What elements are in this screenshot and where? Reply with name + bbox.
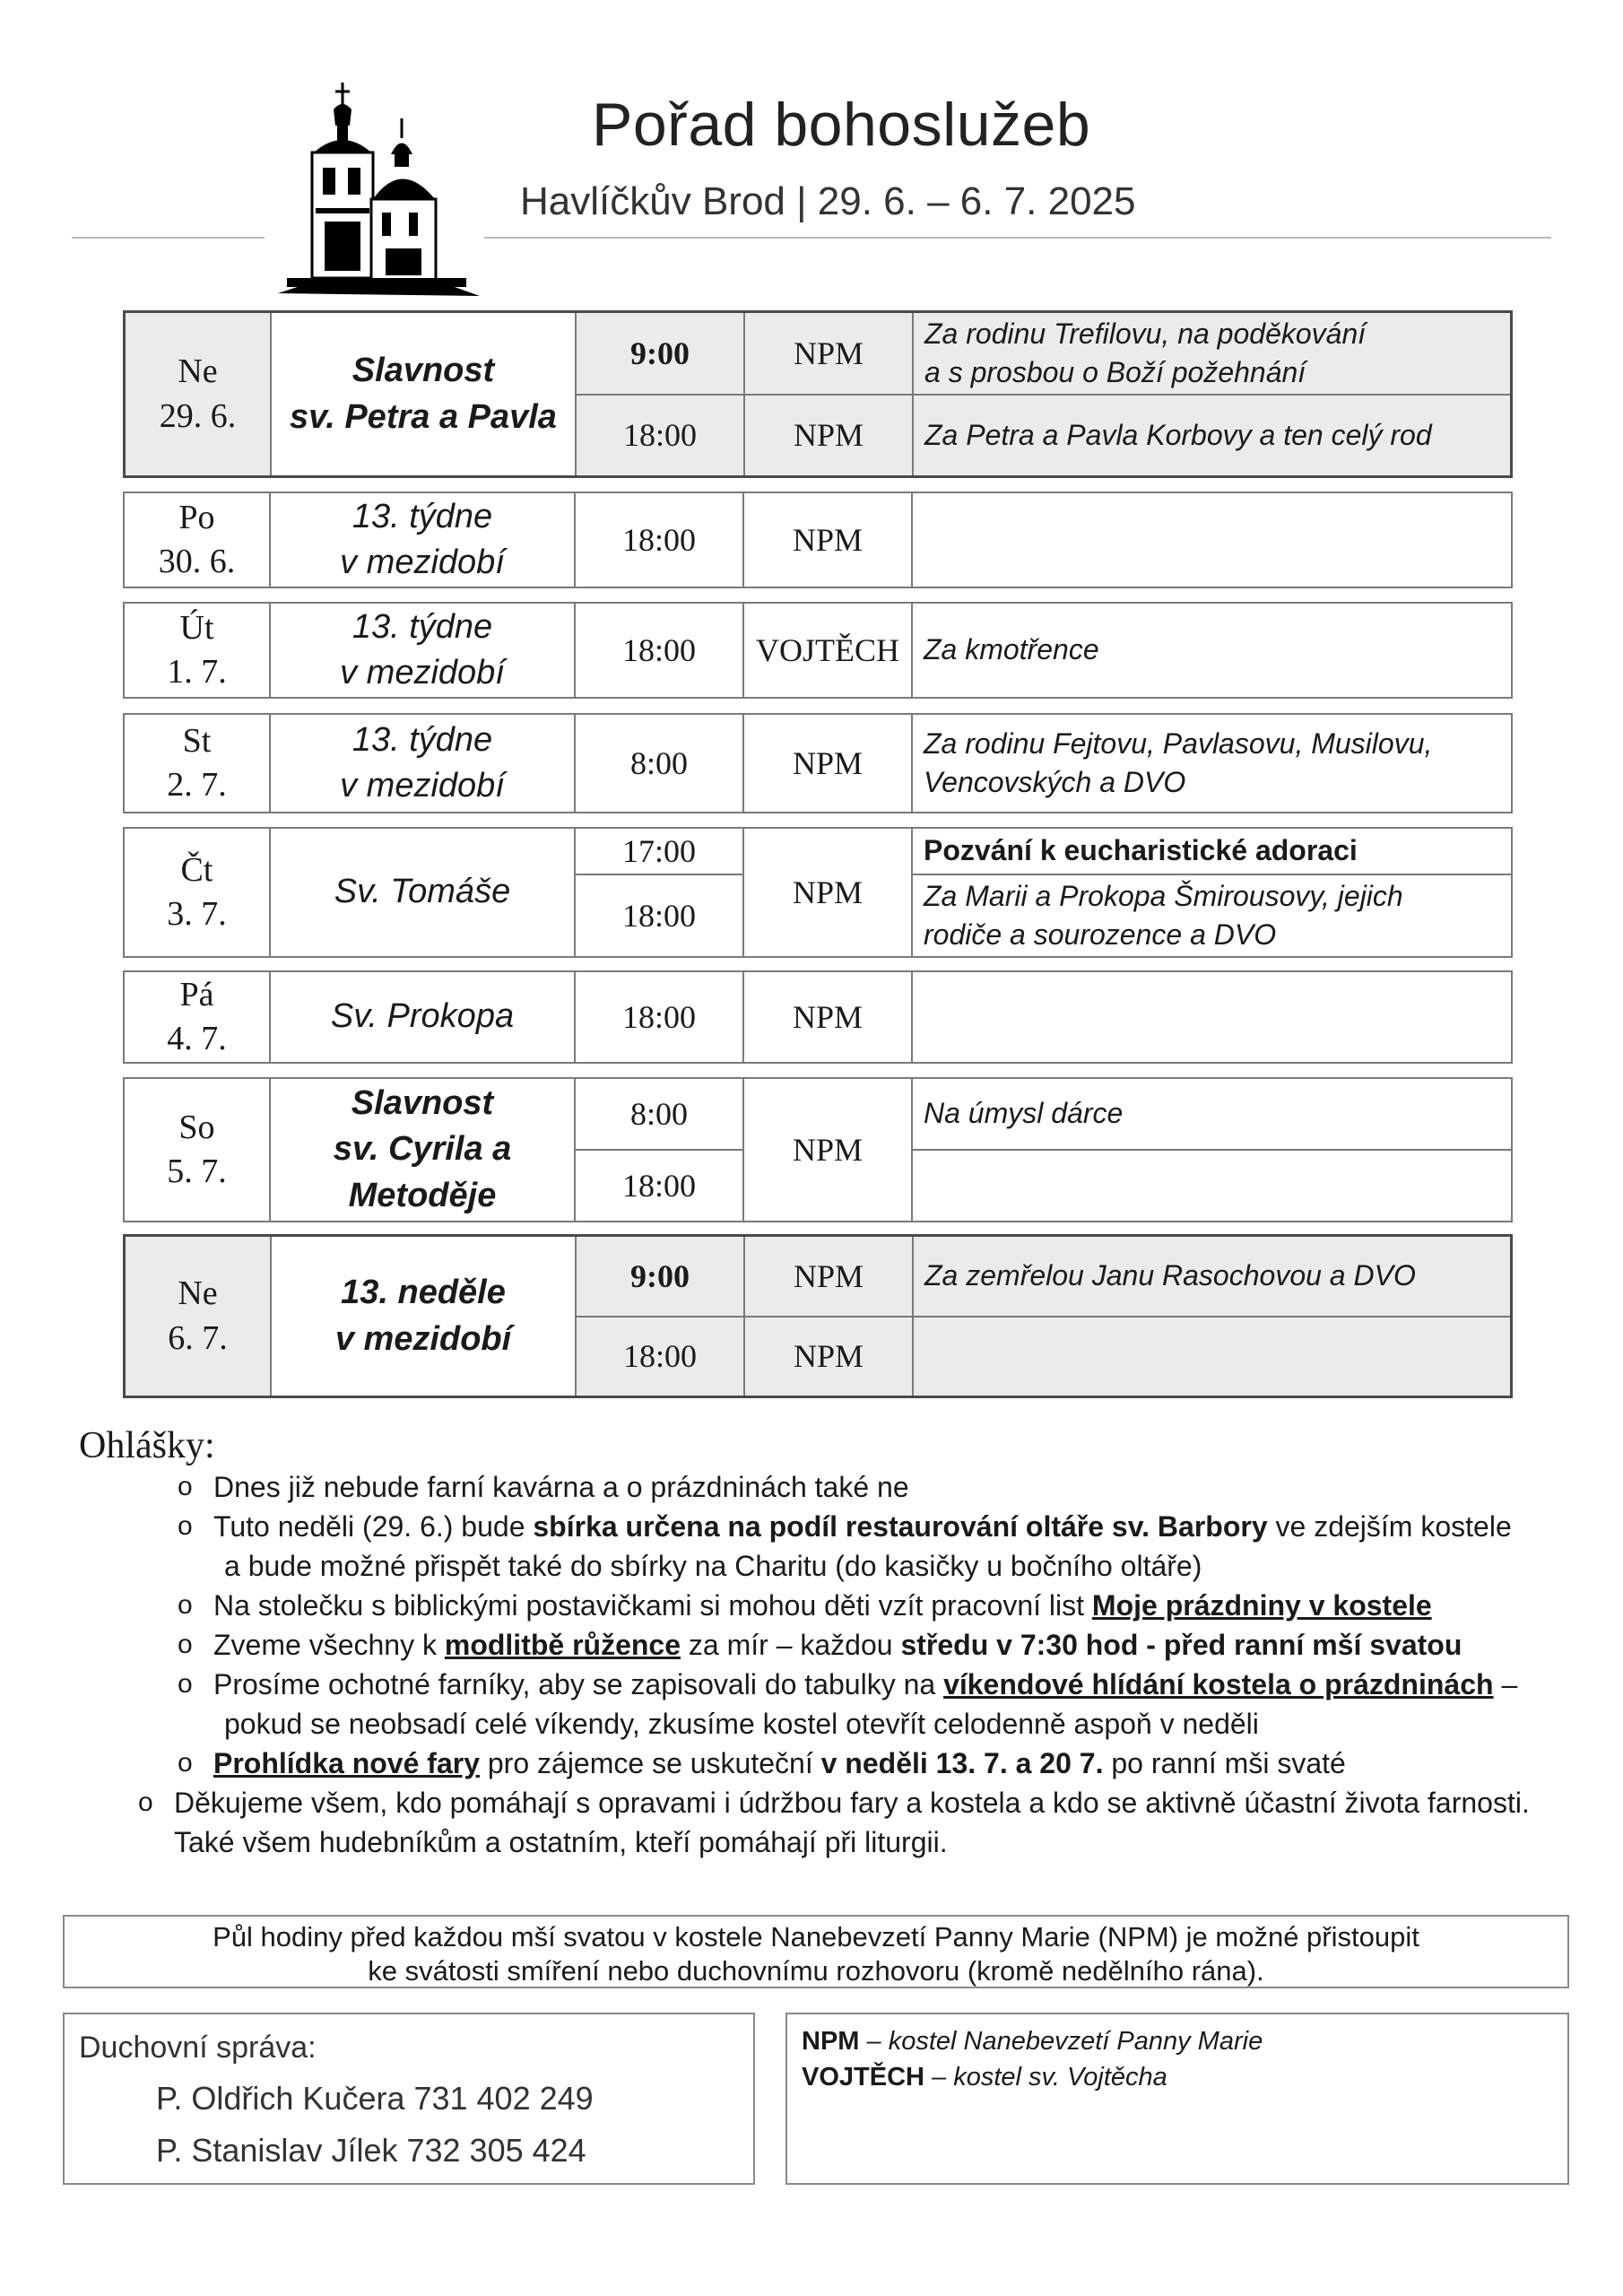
day-date-cell (124, 714, 270, 813)
rectory-tour-link[interactable]: Prohlídka nové fary (213, 1747, 480, 1779)
feast-line: Metoděje (348, 1176, 497, 1214)
day-date: 29. 6. (159, 396, 237, 435)
mass-time: 17:00 (575, 828, 743, 874)
page-subtitle: Havlíčkův Brod | 29. 6. – 6. 7. 2025 (520, 179, 1136, 223)
feast-line: 13. neděle (341, 1274, 506, 1312)
day-date-cell (124, 603, 270, 698)
announcement-text: – (1493, 1668, 1518, 1700)
announcement-item (170, 1665, 1569, 1744)
announcement-text: Na stolečku s biblickými postavičkami si mohou děti vzít pracovní list (213, 1589, 1092, 1622)
mass-intention (912, 1150, 1512, 1222)
feast-cell (270, 971, 575, 1063)
mass-time: 18:00 (575, 1150, 743, 1222)
page-title: Pořad bohoslužeb (592, 91, 1091, 159)
priest-contact: P. Oldřich Kučera 731 402 249 (156, 2080, 594, 2117)
feast-line: sv. Cyrila a (333, 1130, 512, 1169)
mass-intention (912, 971, 1512, 1063)
confession-line: Půl hodiny před každou mší svatou v kostele Nanebevzetí Panny Marie (NPM) je možné přistoupit (213, 1921, 1419, 1952)
mass-intention (912, 874, 1512, 957)
mass-time: 18:00 (575, 603, 743, 698)
mass-intention: Za Petra a Pavla Korbovy a ten celý rod (913, 395, 1512, 477)
day-date: 1. 7. (167, 653, 227, 691)
mass-time: 9:00 (576, 1236, 744, 1317)
feast-cell (270, 714, 575, 813)
schedule-day-friday-4-7 (123, 970, 1513, 1064)
feast-cell (270, 492, 575, 587)
feast-line: v mezidobí (340, 767, 505, 804)
mass-church: NPM (743, 714, 912, 813)
legend-entry-npm (802, 2023, 1567, 2059)
mass-church: NPM (743, 492, 912, 587)
announcements-heading: Ohlášky: (79, 1425, 215, 1466)
priest-contact: P. Stanislav Jílek 732 305 424 (156, 2132, 586, 2169)
announcement-text: Prosíme ochotné farníky, aby se zapisovali do tabulky na (213, 1668, 944, 1700)
confession-notice (63, 1915, 1569, 1988)
announcement-item (170, 1625, 1569, 1665)
intention-line: rodiče a sourozence a DVO (924, 918, 1277, 951)
church-watch-link[interactable]: víkendové hlídání kostela o prázdninách (943, 1668, 1494, 1700)
schedule-day-sunday-6-7 (123, 1234, 1513, 1398)
mass-intention: Na úmysl dárce (912, 1078, 1512, 1150)
announcement-continuation: pokud se neobsadí celé víkendy, zkusíme kostel otevřít celodenně aspoň v neděli (224, 1708, 1259, 1740)
mass-time: 8:00 (575, 1078, 743, 1150)
spiritual-administration-box (63, 2013, 755, 2185)
announcement-item (170, 1586, 1569, 1625)
day-date: 3. 7. (167, 895, 227, 933)
mass-church: NPM (743, 971, 912, 1063)
mass-time: 18:00 (575, 874, 743, 957)
feast-line: v mezidobí (334, 1319, 512, 1358)
announcements-list (170, 1467, 1569, 1862)
mass-church: NPM (744, 312, 913, 395)
mass-church: VOJTĚCH (743, 603, 912, 698)
church-legend-box (785, 2013, 1569, 2185)
announcement-text: Tuto neděli (29. 6.) bude (213, 1510, 534, 1543)
header-divider-left (72, 237, 265, 239)
announcement-item (131, 1783, 1569, 1862)
schedule-day-thursday-3-7 (123, 827, 1513, 958)
day-date-cell (125, 1236, 272, 1397)
announcement-item (170, 1507, 1569, 1586)
day-name: Ne (178, 1274, 218, 1313)
day-date-cell (125, 312, 272, 477)
mass-intention (912, 492, 1512, 587)
announcement-text: ve zdejším kostele (1267, 1510, 1512, 1543)
legend-text: – kostel Nanebevzetí Panny Marie (859, 2027, 1263, 2056)
day-name: Ne (178, 352, 218, 391)
announcement-text: za mír – každou (681, 1629, 901, 1661)
feast-line: 13. týdne (352, 720, 493, 759)
legend-abbr: VOJTĚCH (802, 2063, 924, 2092)
confession-line: ke svátosti smíření nebo duchovnímu rozhovoru (kromě nedělního rána). (368, 1955, 1264, 1987)
legend-abbr: NPM (802, 2027, 860, 2056)
feast-cell (271, 1236, 576, 1397)
mass-intention: Za zemřelou Janu Rasochovou a DVO (913, 1236, 1512, 1317)
mass-church: NPM (744, 395, 913, 477)
day-date-cell (124, 1078, 270, 1222)
mass-church: NPM (743, 1078, 912, 1222)
announcement-text: pro zájemce se uskuteční (479, 1747, 821, 1779)
mass-intention (913, 1317, 1512, 1397)
announcement-item (170, 1744, 1569, 1783)
header-divider-right (484, 237, 1551, 239)
feast-line: sv. Petra a Pavla (290, 397, 557, 436)
day-name: Út (179, 608, 214, 647)
mass-time: 18:00 (576, 395, 744, 477)
legend-text: – kostel sv. Vojtěcha (924, 2063, 1167, 2092)
intention-line: Za rodinu Trefilovu, na poděkování (924, 317, 1367, 350)
intention-line: Za rodinu Fejtovu, Pavlasovu, Musilovu, (924, 726, 1433, 760)
announcement-emphasis: v neděli 13. 7. a 20 7. (820, 1747, 1104, 1779)
intention-line: a s prosbou o Boží požehnání (924, 355, 1306, 388)
church-towers-logo (260, 83, 484, 307)
day-date: 2. 7. (167, 766, 227, 804)
mass-church: NPM (743, 828, 912, 957)
feast-line: v mezidobí (340, 654, 505, 691)
feast-line: Sv. Tomáše (334, 873, 511, 911)
announcement-text: po ranní mši svaté (1103, 1747, 1346, 1779)
feast-cell (270, 1078, 575, 1222)
legend-entry-vojtech (802, 2059, 1567, 2095)
announcement-continuation: a bude možné přispět také do sbírky na Charitu (do kasičky u bočního oltáře) (224, 1550, 1202, 1582)
feast-cell (270, 828, 575, 957)
day-date-cell (124, 828, 270, 957)
schedule-day-monday-30-6 (123, 491, 1513, 588)
schedule-day-wednesday-2-7 (123, 713, 1513, 813)
mass-intention (912, 714, 1512, 813)
feast-line: 13. týdne (352, 607, 493, 646)
day-date-cell (124, 492, 270, 587)
intention-line: Za Marii a Prokopa Šmirousovy, jejich (924, 879, 1403, 912)
mass-intention: Pozvání k eucharistické adoraci (912, 828, 1512, 874)
mass-church: NPM (744, 1317, 913, 1397)
day-date: 4. 7. (167, 1020, 227, 1057)
feast-line: Slavnost (351, 1084, 494, 1123)
schedule-day-tuesday-1-7 (123, 602, 1513, 699)
mass-time: 18:00 (575, 492, 743, 587)
rosary-link[interactable]: modlitbě růžence (444, 1629, 681, 1661)
mass-intention (913, 312, 1512, 395)
feast-line: 13. týdne (352, 497, 493, 535)
feast-line: Slavnost (352, 352, 495, 390)
mass-time: 8:00 (575, 714, 743, 813)
schedule-day-sunday-29-6 (123, 310, 1513, 478)
day-name: Po (178, 498, 215, 536)
day-date: 5. 7. (167, 1152, 227, 1190)
mass-time: 9:00 (576, 312, 744, 395)
day-name: Čt (180, 850, 213, 889)
day-name: St (182, 721, 212, 760)
spiritual-heading: Duchovní správa: (79, 2031, 317, 2065)
announcement-text: Dnes již nebude farní kavárna a o prázdninách také ne (213, 1471, 909, 1503)
schedule-day-saturday-5-7 (123, 1077, 1513, 1222)
feast-line: v mezidobí (340, 544, 505, 581)
feast-cell (271, 312, 576, 477)
announcement-text: Děkujeme všem, kdo pomáhají s opravami i údržbou fary a kostela a kdo se aktivně účastní života farnosti. Také všem hudebníkům a ostatním, kteří pomáhají při liturgii. (174, 1787, 1530, 1858)
day-name: Pá (179, 975, 214, 1013)
feast-cell (270, 603, 575, 698)
announcement-emphasis: sbírka určena na podíl restaurování oltáře sv. Barbory (533, 1510, 1268, 1543)
announcement-emphasis: středu v 7:30 hod - před ranní mší svatou (900, 1629, 1462, 1661)
intention-line: Vencovských a DVO (924, 766, 1186, 798)
mass-time: 18:00 (575, 971, 743, 1063)
day-date-cell (124, 971, 270, 1063)
mass-time: 18:00 (576, 1317, 744, 1397)
announcement-text: Zveme všechny k (213, 1629, 445, 1661)
day-date: 6. 7. (168, 1318, 228, 1357)
mass-church: NPM (744, 1236, 913, 1317)
feast-line: Sv. Prokopa (330, 997, 515, 1036)
day-date: 30. 6. (158, 543, 236, 580)
announcement-item (170, 1467, 1569, 1507)
worksheet-link[interactable]: Moje prázdniny v kostele (1091, 1589, 1432, 1622)
mass-intention: Za kmotřence (912, 603, 1512, 698)
day-name: So (178, 1108, 215, 1146)
